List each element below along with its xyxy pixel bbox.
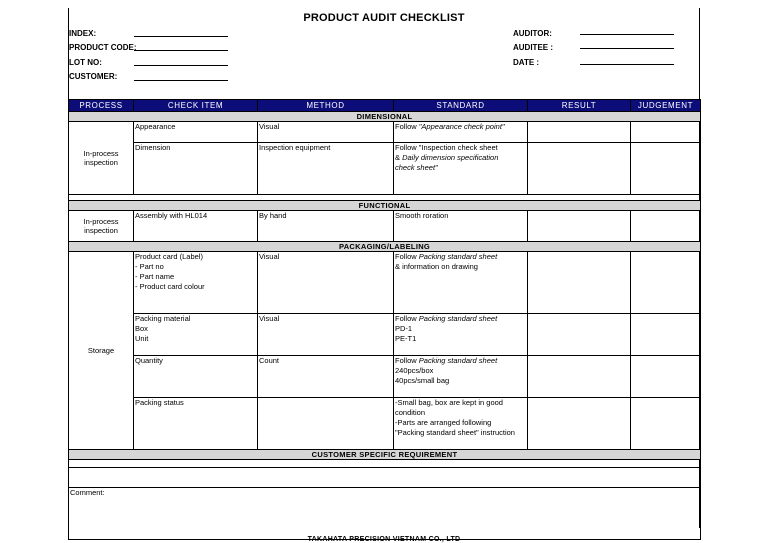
check-item-line: Box <box>135 324 148 333</box>
check-item-cell: Assembly with HL014 <box>134 211 258 242</box>
judgement-cell[interactable] <box>631 398 701 450</box>
col-process: PROCESS <box>69 100 134 112</box>
standard-line: -Small bag, box are kept in good <box>395 398 503 407</box>
standard-line: 40pcs/small bag <box>395 376 450 385</box>
col-check-item: CHECK ITEM <box>134 100 258 112</box>
check-item-cell: Dimension <box>134 143 258 195</box>
check-item-line: Unit <box>135 334 149 343</box>
auditor-label: AUDITOR: <box>513 29 552 38</box>
result-cell[interactable] <box>528 398 631 450</box>
standard-cell <box>394 143 528 195</box>
judgement-cell[interactable] <box>631 122 701 143</box>
lot-no-field[interactable] <box>134 65 228 66</box>
process-cell: In-process inspection <box>69 211 134 242</box>
index-label: INDEX: <box>69 29 97 38</box>
standard-line: -Parts are arranged following <box>395 418 492 427</box>
standard-text: Follow <box>395 252 419 261</box>
standard-line: PD-1 <box>395 324 413 333</box>
standard-ref: "Appearance check point" <box>418 122 505 131</box>
result-cell[interactable] <box>528 252 631 314</box>
check-item-line: Product card (Label) <box>135 252 203 261</box>
table-row <box>69 252 701 314</box>
result-cell[interactable] <box>528 143 631 195</box>
standard-line: "Packing standard sheet" instruction <box>395 428 515 437</box>
standard-text: Follow <box>395 314 419 323</box>
index-field[interactable] <box>134 36 228 37</box>
standard-text: Follow <box>395 356 419 365</box>
section-customer: CUSTOMER SPECIFIC REQUIREMENT <box>69 450 701 460</box>
product-code-field[interactable] <box>134 50 228 51</box>
standard-line: check sheet" <box>395 163 438 172</box>
company-footer: TAKAHATA PRECISION VIETNAM CO., LTD <box>307 536 461 543</box>
result-cell[interactable] <box>528 122 631 143</box>
check-item-line: - Part no <box>135 262 164 271</box>
comment-row <box>69 488 701 540</box>
judgement-cell[interactable] <box>631 356 701 398</box>
comment-cell[interactable] <box>69 488 701 540</box>
check-item-cell <box>134 314 258 356</box>
standard-cell <box>394 122 528 143</box>
section-functional: FUNCTIONAL <box>69 201 701 211</box>
check-item-cell: Quantity <box>134 356 258 398</box>
standard-text: Follow <box>395 122 419 131</box>
judgement-cell[interactable] <box>631 143 701 195</box>
standard-line <box>395 252 526 262</box>
checklist-table <box>68 99 701 540</box>
auditee-field[interactable] <box>580 48 674 49</box>
table-row <box>69 211 701 242</box>
process-cell: In-process inspection <box>69 122 134 195</box>
standard-line <box>395 356 526 366</box>
judgement-cell[interactable] <box>631 211 701 242</box>
method-cell: Visual <box>258 314 394 356</box>
audit-checklist-page <box>68 0 700 543</box>
spacer-cell <box>69 460 701 468</box>
section-row <box>69 242 701 252</box>
col-judgement: JUDGEMENT <box>631 100 701 112</box>
judgement-cell[interactable] <box>631 252 701 314</box>
standard-line: PE-T1 <box>395 334 417 343</box>
customer-label: CUSTOMER: <box>69 72 118 81</box>
method-cell: Visual <box>258 252 394 314</box>
customer-requirement-cell[interactable] <box>69 468 701 488</box>
standard-cell: Smooth roration <box>394 211 528 242</box>
method-cell <box>258 398 394 450</box>
col-result: RESULT <box>528 100 631 112</box>
customer-field[interactable] <box>134 80 228 81</box>
lot-no-label: LOT NO: <box>69 58 102 67</box>
col-method: METHOD <box>258 100 394 112</box>
product-code-label: PRODUCT CODE: <box>69 43 137 52</box>
standard-cell <box>394 398 528 450</box>
page-title: PRODUCT AUDIT CHECKLIST <box>303 12 465 24</box>
result-cell[interactable] <box>528 314 631 356</box>
result-cell[interactable] <box>528 211 631 242</box>
standard-line: & information on drawing <box>395 262 478 271</box>
comment-label: Comment: <box>70 488 105 497</box>
table-row <box>69 314 701 356</box>
auditor-field[interactable] <box>580 34 674 35</box>
check-item-cell: Packing status <box>134 398 258 450</box>
judgement-cell[interactable] <box>631 314 701 356</box>
standard-line <box>395 314 526 324</box>
standard-text: & <box>395 153 403 162</box>
section-row <box>69 201 701 211</box>
standard-ref: Packing standard sheet <box>418 314 498 323</box>
customer-requirement-row <box>69 468 701 488</box>
standard-line <box>395 153 526 163</box>
standard-cell <box>394 314 528 356</box>
method-cell: Count <box>258 356 394 398</box>
method-cell: By hand <box>258 211 394 242</box>
table-row <box>69 122 701 143</box>
standard-cell <box>394 356 528 398</box>
table-row <box>69 143 701 195</box>
section-dimensional: DIMENSIONAL <box>69 112 701 122</box>
check-item-line: Packing material <box>135 314 191 323</box>
col-standard: STANDARD <box>394 100 528 112</box>
auditee-label: AUDITEE : <box>513 43 553 52</box>
date-label: DATE : <box>513 58 540 67</box>
standard-line: Follow "Inspection check sheet <box>395 143 498 152</box>
process-cell: Storage <box>69 252 134 450</box>
standard-ref: Packing standard sheet <box>418 356 498 365</box>
method-cell: Inspection equipment <box>258 143 394 195</box>
check-item-line: - Part name <box>135 272 175 281</box>
date-field[interactable] <box>580 64 674 65</box>
table-row <box>69 356 701 398</box>
result-cell[interactable] <box>528 356 631 398</box>
spacer-row <box>69 460 701 468</box>
column-header-row <box>69 100 701 112</box>
check-item-line: - Product card colour <box>135 282 205 291</box>
standard-cell <box>394 252 528 314</box>
method-cell: Visual <box>258 122 394 143</box>
section-row <box>69 450 701 460</box>
standard-ref: Daily dimension specification <box>402 153 499 162</box>
standard-ref: Packing standard sheet <box>418 252 498 261</box>
check-item-cell <box>134 252 258 314</box>
check-item-cell: Appearance <box>134 122 258 143</box>
section-row <box>69 112 701 122</box>
standard-line: 240pcs/box <box>395 366 434 375</box>
section-packaging: PACKAGING/LABELING <box>69 242 701 252</box>
table-row <box>69 398 701 450</box>
standard-line: condition <box>395 408 426 417</box>
